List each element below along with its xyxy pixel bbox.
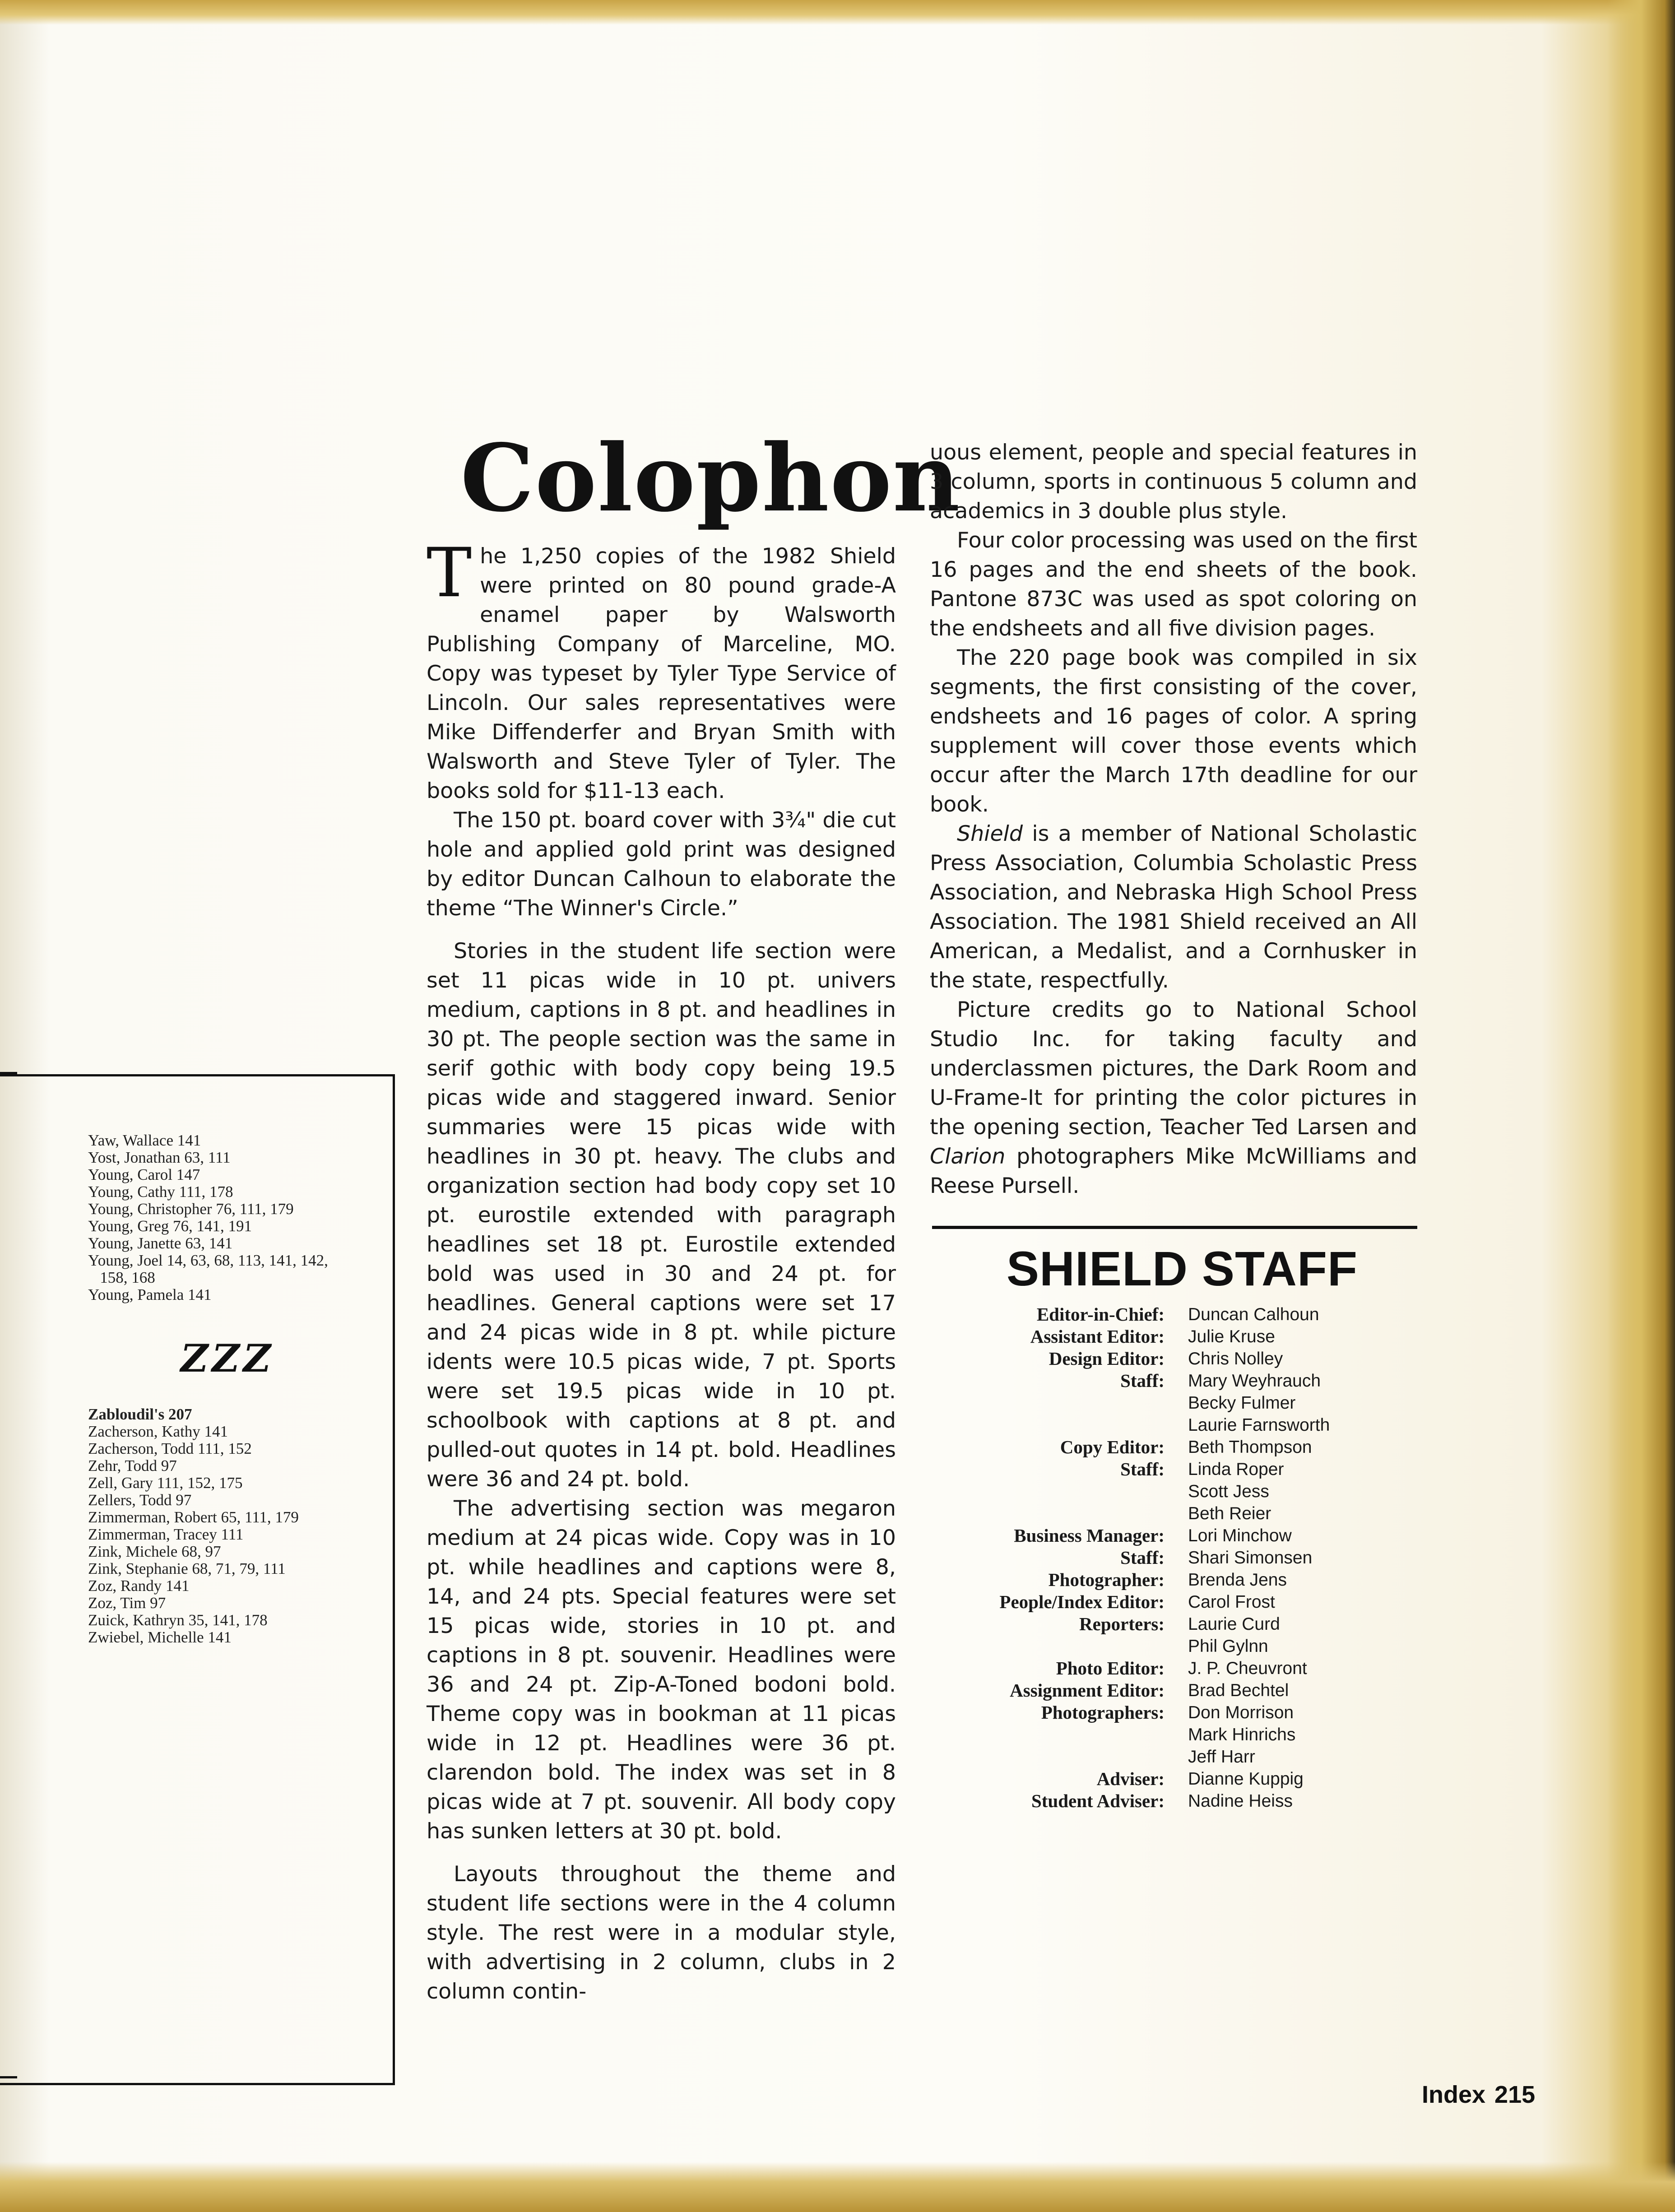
index-entry: 158, 168 — [88, 1269, 155, 1286]
index-entry: Zimmerman, Robert 65, 111, 179 — [88, 1508, 299, 1526]
staff-row — [939, 1436, 1417, 1458]
staff-role — [939, 1746, 1188, 1768]
staff-role: Photographer: — [1048, 1569, 1165, 1590]
colophon-paragraph — [930, 819, 1417, 995]
index-entry: Zacherson, Todd 111, 152 — [88, 1440, 252, 1457]
colophon-paragraph: The 220 page book was compiled in six segments, the first consisting of the cover, endsheets and 16 pages of color. A spring supplement will cover those events which occur after the March 17th deadline for our book. — [930, 645, 1417, 817]
colophon-paragraph: The advertising section was megaron medium at 24 picas wide. Copy was in 10 pt. while headlines and captions were 8, 14, and 24 pts. Special features were set 15 picas wide, stories in 10 pt. and captions in 8 pt. souvenir. Headlines were 36 and 24 pt. Zip-A-Toned bodoni bold. Theme copy was in bookman at 11 picas wide in 12 pt. Headlines were 36 pt. clarendon bold. The index was set in 8 picas wide at 7 pt. souvenir. All body copy has sunken letters at 30 pt. bold. — [427, 1496, 896, 1844]
staff-name: Linda Roper — [1188, 1460, 1284, 1479]
page-edge-top — [0, 0, 1675, 25]
index-entry: Zacherson, Kathy 141 — [88, 1423, 228, 1440]
staff-row — [939, 1502, 1417, 1525]
staff-row — [939, 1569, 1417, 1591]
staff-role: Staff: — [1120, 1547, 1165, 1568]
staff-name: Mark Hinrichs — [1188, 1725, 1296, 1744]
staff-row — [939, 1724, 1417, 1746]
index-entry: Zehr, Todd 97 — [88, 1457, 177, 1475]
staff-role: People/Index Editor: — [999, 1591, 1165, 1612]
colophon-text: is a member of National Scholastic Press Association, Columbia Scholastic Press Association, and Nebraska High School Press Association. The 1981 Shield received an All American, a Medalist, and a Cornhusker in the state, respectfully. — [930, 821, 1417, 993]
index-entry: Young, Christopher 76, 111, 179 — [88, 1200, 294, 1218]
page-edge-right — [1607, 0, 1675, 2212]
staff-role: Reporters: — [1079, 1614, 1165, 1634]
index-list-y — [88, 1132, 386, 1303]
index-list-z — [88, 1406, 386, 1646]
staff-row — [939, 1348, 1417, 1370]
staff-row — [939, 1303, 1417, 1326]
staff-row — [939, 1635, 1417, 1657]
colophon-title: Colophon — [460, 424, 961, 533]
index-entry: Young, Pamela 141 — [88, 1286, 212, 1303]
staff-row — [939, 1414, 1417, 1436]
colophon-text: Picture credits go to National School Studio Inc. for taking faculty and underclassmen pictures, the Dark Room and U-Frame-It for printing the color pictures in the opening section, Teacher Ted Larsen and — [930, 997, 1417, 1140]
index-entry: Zabloudil's 207 — [88, 1405, 192, 1423]
index-entry: Zink, Stephanie 68, 71, 79, 111 — [88, 1560, 286, 1577]
staff-row — [939, 1702, 1417, 1724]
index-entry: Zuick, Kathryn 35, 141, 178 — [88, 1611, 268, 1629]
drop-cap: T — [427, 534, 472, 612]
colophon-text: he 1,250 copies of the 1982 Shield were printed on 80 pound grade-A enamel paper by Walsworth Publishing Company of Marceline, MO. Copy was typeset by Tyler Type Service of Lincoln. Our sales representatives were Mike Diffenderfer and Bryan Smith with Walsworth and Steve Tyler of Tyler. The books sold for $11-13 each. — [427, 544, 896, 803]
index-entry: Zink, Michele 68, 97 — [88, 1543, 221, 1560]
colophon-column-left — [427, 534, 896, 2006]
staff-row — [939, 1370, 1417, 1392]
colophon-paragraph: Layouts throughout the theme and student life sections were in the 4 column style. The rest were in a modular style, with advertising in 2 column, clubs in 2 column contin- — [427, 1862, 896, 2004]
index-entry: Zoz, Randy 141 — [88, 1577, 190, 1595]
staff-row — [939, 1547, 1417, 1569]
staff-role: Assistant Editor: — [1030, 1326, 1165, 1347]
index-entry: Yaw, Wallace 141 — [88, 1132, 201, 1149]
staff-role: Staff: — [1120, 1370, 1165, 1391]
staff-role: Design Editor: — [1049, 1348, 1165, 1369]
staff-row — [939, 1591, 1417, 1613]
staff-row — [939, 1480, 1417, 1502]
index-entry: Young, Carol 147 — [88, 1166, 200, 1183]
colophon-paragraph: Stories in the student life section were set 11 picas wide in 10 pt. univers medium, captions in 8 pt. and headlines in 30 pt. The people section was the same in serif gothic with body copy being 19.5 picas wide and staggered inward. Senior summaries were 15 picas wide with headlines in 30 pt. heavy. The clubs and organization section had body copy set 10 pt. eurostile extended with paragraph headlines set 18 pt. Eurostile extended bold was used in 30 and 24 pt. for headlines. General captions were set 17 and 24 picas wide in 8 pt. while picture idents were 10.5 picas wide, 7 pt. Sports were set 19.5 picas wide in 10 pt. schoolbook with captions at 8 pt. and pulled-out quotes in 14 pt. bold. Headlines were 36 and 24 pt. bold. — [427, 939, 896, 1492]
staff-name: Nadine Heiss — [1188, 1791, 1293, 1811]
staff-role: Staff: — [1120, 1459, 1165, 1479]
staff-name: Brad Bechtel — [1188, 1681, 1289, 1700]
colophon-paragraph: Four color processing was used on the first 16 pages and the end sheets of the book. Pantone 873C was used as spot coloring on the endsheets and all five division pages. — [930, 528, 1417, 641]
staff-divider-rule — [932, 1226, 1417, 1229]
staff-name: Jeff Harr — [1188, 1747, 1255, 1767]
colophon-paragraph: The 150 pt. board cover with 3¾" die cut hole and applied gold print was designed by editor Duncan Calhoun to elaborate the theme “The Winner's Circle.” — [427, 808, 896, 921]
page-footer — [1422, 2081, 1535, 2109]
staff-name: Beth Reier — [1188, 1504, 1271, 1523]
staff-role — [939, 1724, 1188, 1746]
index-entry: Zell, Gary 111, 152, 175 — [88, 1474, 243, 1492]
index-entry: Zwiebel, Michelle 141 — [88, 1628, 232, 1646]
staff-name: J. P. Cheuvront — [1188, 1659, 1307, 1678]
staff-role: Photographers: — [1041, 1702, 1165, 1723]
staff-name: Carol Frost — [1188, 1592, 1275, 1612]
colophon-paragraph — [930, 995, 1417, 1201]
staff-role: Copy Editor: — [1060, 1437, 1165, 1457]
staff-role: Assignment Editor: — [1010, 1680, 1165, 1701]
staff-row — [939, 1790, 1417, 1812]
index-entry: Young, Joel 14, 63, 68, 113, 141, 142, — [88, 1252, 328, 1269]
staff-name: Beth Thompson — [1188, 1438, 1312, 1457]
index-entry: Zellers, Todd 97 — [88, 1491, 192, 1509]
staff-role — [939, 1480, 1188, 1502]
colophon-paragraph — [427, 534, 896, 806]
staff-role: Adviser: — [1096, 1768, 1165, 1789]
staff-name: Don Morrison — [1188, 1703, 1294, 1722]
index-entry: Young, Janette 63, 141 — [88, 1234, 233, 1252]
staff-role — [939, 1502, 1188, 1525]
staff-title: SHIELD STAFF — [1007, 1241, 1358, 1296]
colophon-column-right — [930, 438, 1417, 1201]
index-letter-heading: ZZZ — [181, 1336, 274, 1381]
staff-role — [939, 1392, 1188, 1414]
index-entry: Zimmerman, Tracey 111 — [88, 1526, 244, 1543]
staff-name: Brenda Jens — [1188, 1570, 1287, 1590]
staff-name: Scott Jess — [1188, 1482, 1269, 1501]
staff-role: Editor-in-Chief: — [1036, 1304, 1165, 1325]
index-entry: Young, Greg 76, 141, 191 — [88, 1217, 252, 1235]
staff-row — [939, 1679, 1417, 1702]
staff-name: Dianne Kuppig — [1188, 1769, 1304, 1789]
staff-name: Laurie Farnsworth — [1188, 1415, 1330, 1435]
colophon-text: photographers Mike McWilliams and Reese Pursell. — [930, 1144, 1417, 1198]
staff-role — [939, 1635, 1188, 1657]
staff-name: Phil Gylnn — [1188, 1637, 1268, 1656]
index-entry: Yost, Jonathan 63, 111 — [88, 1149, 231, 1166]
staff-name: Duncan Calhoun — [1188, 1305, 1319, 1324]
staff-row — [939, 1392, 1417, 1414]
index-entry: Zoz, Tim 97 — [88, 1594, 166, 1612]
staff-role: Student Adviser: — [1031, 1790, 1165, 1811]
staff-name: Laurie Curd — [1188, 1614, 1280, 1634]
staff-role: Business Manager: — [1014, 1525, 1165, 1546]
staff-name: Mary Weyhrauch — [1188, 1371, 1321, 1391]
colophon-paragraph: uous element, people and special features in 3 column, sports in continuous 5 column and academics in 3 double plus style. — [930, 440, 1417, 524]
footer-section: Index — [1422, 2081, 1486, 2108]
staff-name: Becky Fulmer — [1188, 1393, 1296, 1413]
staff-row — [939, 1768, 1417, 1790]
staff-name: Lori Minchow — [1188, 1526, 1292, 1545]
staff-name: Shari Simonsen — [1188, 1548, 1313, 1567]
staff-role: Photo Editor: — [1056, 1658, 1165, 1679]
index-entry: Young, Cathy 111, 178 — [88, 1183, 233, 1201]
staff-row — [939, 1657, 1417, 1679]
staff-row — [939, 1458, 1417, 1480]
staff-row — [939, 1525, 1417, 1547]
staff-list — [939, 1303, 1417, 1812]
staff-role — [939, 1414, 1188, 1436]
staff-name: Chris Nolley — [1188, 1349, 1283, 1368]
page-number: 215 — [1494, 2081, 1536, 2108]
shield-italic: Shield — [957, 821, 1023, 846]
page-edge-bottom — [0, 2162, 1675, 2212]
clarion-italic: Clarion — [930, 1144, 1006, 1169]
staff-row — [939, 1746, 1417, 1768]
staff-row — [939, 1326, 1417, 1348]
staff-row — [939, 1613, 1417, 1635]
staff-name: Julie Kruse — [1188, 1327, 1275, 1346]
